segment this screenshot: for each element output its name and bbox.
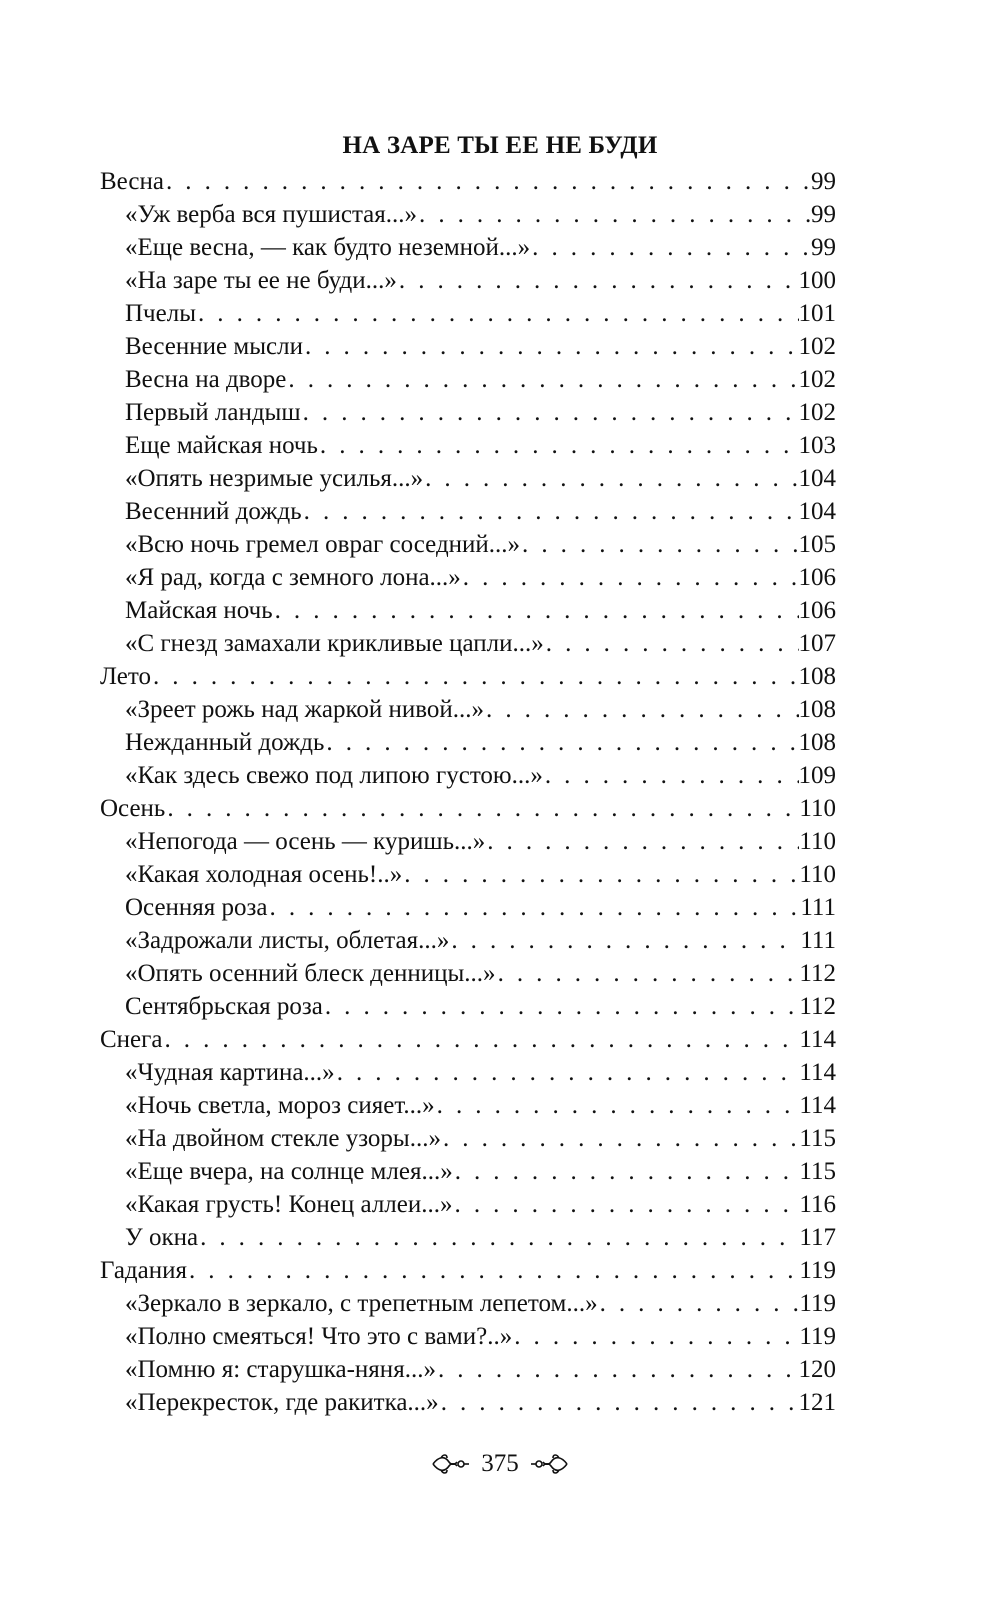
toc-entry-title: Весенние мысли bbox=[125, 333, 303, 360]
dot-leader bbox=[323, 990, 800, 1023]
toc-entry bbox=[100, 198, 836, 231]
toc-entry-page: 106 bbox=[798, 597, 836, 624]
toc-entry bbox=[100, 297, 836, 330]
dot-leader bbox=[302, 495, 799, 528]
toc-entry-title: Весенний дождь bbox=[125, 498, 302, 525]
toc-entry-title: «Чудная картина...» bbox=[125, 1059, 335, 1086]
dot-leader bbox=[198, 1221, 799, 1254]
dot-leader bbox=[512, 1320, 799, 1353]
toc-entry bbox=[100, 528, 836, 561]
toc-entry-title: Весна bbox=[100, 168, 164, 195]
toc-entry-page: 105 bbox=[798, 531, 836, 558]
toc-entry bbox=[100, 858, 836, 891]
toc-entry bbox=[100, 1386, 836, 1419]
dot-leader bbox=[423, 462, 798, 495]
toc-entry bbox=[100, 825, 836, 858]
toc-entry-title: «На заре ты ее не буди...» bbox=[125, 267, 397, 294]
toc-entry bbox=[100, 462, 836, 495]
toc-entry-title: «Опять осенний блеск денницы...» bbox=[125, 960, 496, 987]
dot-leader bbox=[485, 825, 799, 858]
toc-entry-title: Весна на дворе bbox=[125, 366, 287, 393]
toc-entry-page: 110 bbox=[799, 861, 836, 888]
toc-entry-page: 114 bbox=[799, 1059, 836, 1086]
toc-entry-page: 110 bbox=[799, 828, 836, 855]
toc-entry-page: 119 bbox=[799, 1323, 836, 1350]
dot-leader bbox=[435, 1089, 800, 1122]
toc-entry-title: Лето bbox=[100, 663, 151, 690]
toc-entry-page: 119 bbox=[799, 1257, 836, 1284]
toc-entry-title: «Ночь светла, мороз сияет...» bbox=[125, 1092, 435, 1119]
toc-entry bbox=[100, 1254, 836, 1287]
dot-leader bbox=[484, 693, 798, 726]
toc-entry bbox=[100, 396, 836, 429]
dot-leader bbox=[598, 1287, 800, 1320]
toc-entry-title: Гадания bbox=[100, 1257, 187, 1284]
toc-entry-page: 101 bbox=[798, 300, 836, 327]
dot-leader bbox=[164, 165, 811, 198]
toc-entry bbox=[100, 1023, 836, 1056]
toc-entry-title: «Задрожали листы, облетая...» bbox=[125, 927, 450, 954]
toc-entry-page: 102 bbox=[798, 366, 836, 393]
section-title: НА ЗАРЕ ТЫ ЕЕ НЕ БУДИ bbox=[342, 132, 658, 159]
toc-entry-page: 121 bbox=[798, 1389, 836, 1416]
toc-entry bbox=[100, 594, 836, 627]
toc-entry-page: 102 bbox=[798, 333, 836, 360]
toc-entry-title: Первый ландыш bbox=[125, 399, 301, 426]
dot-leader bbox=[268, 891, 801, 924]
toc-entry-page: 108 bbox=[798, 696, 836, 723]
toc-entry-page: 116 bbox=[799, 1191, 836, 1218]
toc-entry-title: «Помню я: старушка-няня...» bbox=[125, 1356, 436, 1383]
toc-entry-page: 108 bbox=[798, 663, 836, 690]
dot-leader bbox=[318, 429, 799, 462]
toc-entry bbox=[100, 957, 836, 990]
dot-leader bbox=[417, 198, 811, 231]
toc-entry bbox=[100, 1320, 836, 1353]
toc-entry-title: «Зеркало в зеркало, с трепетным лепетом...» bbox=[125, 1290, 598, 1317]
toc-entry-page: 100 bbox=[798, 267, 836, 294]
dot-leader bbox=[196, 297, 799, 330]
toc-entry-title: «Зреет рожь над жаркой нивой...» bbox=[125, 696, 485, 723]
toc-entry bbox=[100, 990, 836, 1023]
dot-leader bbox=[187, 1254, 799, 1287]
toc-entry bbox=[100, 363, 836, 396]
toc-entry-page: 106 bbox=[798, 564, 836, 591]
toc-entry bbox=[100, 660, 836, 693]
toc-entry bbox=[100, 165, 836, 198]
dot-leader bbox=[303, 330, 799, 363]
toc-entry-page: 102 bbox=[798, 399, 836, 426]
fleuron-left-icon bbox=[431, 1452, 471, 1476]
toc-entry bbox=[100, 231, 836, 264]
toc-entry-title: «Перекресток, где ракитка...» bbox=[125, 1389, 439, 1416]
toc-entry-title: «Какая холодная осень!..» bbox=[125, 861, 403, 888]
toc-entry-page: 109 bbox=[798, 762, 836, 789]
toc-entry bbox=[100, 1089, 836, 1122]
toc-entry bbox=[100, 924, 836, 957]
toc-entry-title: Нежданный дождь bbox=[125, 729, 325, 756]
toc-entry-title: «На двойном стекле узоры...» bbox=[125, 1125, 441, 1152]
toc-entry-title: У окна bbox=[125, 1224, 199, 1251]
dot-leader bbox=[163, 1023, 800, 1056]
toc-entry-title: «Еще весна, — как будто неземной...» bbox=[125, 234, 531, 261]
dot-leader bbox=[530, 231, 811, 264]
toc-entry bbox=[100, 627, 836, 660]
toc-entry-page: 108 bbox=[798, 729, 836, 756]
toc-entry bbox=[100, 1221, 836, 1254]
toc-entry-page: 103 bbox=[798, 432, 836, 459]
toc-entry-title: «Еще вчера, на солнце млея...» bbox=[125, 1158, 453, 1185]
toc-entry-title: Майская ночь bbox=[125, 597, 273, 624]
toc-entry-page: 119 bbox=[799, 1290, 836, 1317]
toc-entry-title: Сентябрьская роза bbox=[125, 993, 323, 1020]
table-of-contents bbox=[100, 165, 836, 1419]
toc-entry-page: 107 bbox=[798, 630, 836, 657]
toc-entry-page: 115 bbox=[799, 1125, 836, 1152]
toc-entry-page: 117 bbox=[799, 1224, 836, 1251]
dot-leader bbox=[544, 627, 799, 660]
dot-leader bbox=[286, 363, 798, 396]
toc-entry-title: «Какая грусть! Конец аллеи...» bbox=[125, 1191, 453, 1218]
toc-entry bbox=[100, 1122, 836, 1155]
dot-leader bbox=[397, 264, 799, 297]
dot-leader bbox=[449, 924, 800, 957]
toc-entry-page: 111 bbox=[800, 894, 836, 921]
toc-entry-title: «Уж верба вся пушистая...» bbox=[125, 201, 418, 228]
toc-entry bbox=[100, 726, 836, 759]
toc-entry bbox=[100, 264, 836, 297]
dot-leader bbox=[335, 1056, 800, 1089]
toc-entry-page: 99 bbox=[811, 234, 836, 261]
toc-entry bbox=[100, 693, 836, 726]
dot-leader bbox=[301, 396, 799, 429]
dot-leader bbox=[439, 1386, 799, 1419]
toc-entry-page: 99 bbox=[811, 201, 836, 228]
toc-entry bbox=[100, 891, 836, 924]
page-footer bbox=[0, 1450, 1000, 1478]
toc-entry-page: 115 bbox=[799, 1158, 836, 1185]
toc-entry-title: Пчелы bbox=[125, 300, 196, 327]
toc-entry-title: Осень bbox=[100, 795, 166, 822]
toc-entry bbox=[100, 792, 836, 825]
toc-entry-title: «С гнезд замахали крикливые цапли...» bbox=[125, 630, 544, 657]
toc-entry bbox=[100, 495, 836, 528]
toc-entry-title: «Как здесь свежо под липою густою...» bbox=[125, 762, 543, 789]
toc-entry bbox=[100, 1155, 836, 1188]
toc-entry-page: 114 bbox=[799, 1092, 836, 1119]
dot-leader bbox=[165, 792, 799, 825]
dot-leader bbox=[324, 726, 798, 759]
toc-entry bbox=[100, 759, 836, 792]
toc-entry bbox=[100, 429, 836, 462]
toc-entry-page: 110 bbox=[799, 795, 836, 822]
toc-entry bbox=[100, 1353, 836, 1386]
toc-entry-title: Еще майская ночь bbox=[125, 432, 318, 459]
dot-leader bbox=[461, 561, 799, 594]
toc-entry-page: 112 bbox=[799, 960, 836, 987]
toc-entry bbox=[100, 561, 836, 594]
dot-leader bbox=[453, 1188, 800, 1221]
toc-entry-page: 99 bbox=[811, 168, 836, 195]
dot-leader bbox=[402, 858, 799, 891]
toc-entry bbox=[100, 330, 836, 363]
toc-entry-title: «Опять незримые усилья...» bbox=[125, 465, 424, 492]
toc-entry bbox=[100, 1188, 836, 1221]
dot-leader bbox=[436, 1353, 799, 1386]
toc-entry-title: «Непогода — осень — куришь...» bbox=[125, 828, 486, 855]
toc-entry-page: 104 bbox=[798, 465, 836, 492]
dot-leader bbox=[520, 528, 798, 561]
dot-leader bbox=[151, 660, 799, 693]
toc-entry-page: 111 bbox=[800, 927, 836, 954]
toc-entry-page: 114 bbox=[799, 1026, 836, 1053]
page-number: 375 bbox=[481, 1450, 519, 1477]
toc-entry-title: Осенняя роза bbox=[125, 894, 268, 921]
dot-leader bbox=[453, 1155, 800, 1188]
toc-entry bbox=[100, 1287, 836, 1320]
toc-entry-title: «Всю ночь гремел овраг соседний...» bbox=[125, 531, 521, 558]
toc-entry-page: 104 bbox=[798, 498, 836, 525]
fleuron-right-icon bbox=[529, 1452, 569, 1476]
toc-entry-title: «Полно смеяться! Что это с вами?..» bbox=[125, 1323, 513, 1350]
toc-entry-title: «Я рад, когда с земного лона...» bbox=[125, 564, 461, 591]
dot-leader bbox=[441, 1122, 799, 1155]
toc-entry-page: 112 bbox=[799, 993, 836, 1020]
toc-entry bbox=[100, 1056, 836, 1089]
toc-entry-title: Снега bbox=[100, 1026, 163, 1053]
dot-leader bbox=[273, 594, 799, 627]
dot-leader bbox=[496, 957, 800, 990]
dot-leader bbox=[543, 759, 799, 792]
toc-entry-page: 120 bbox=[798, 1356, 836, 1383]
